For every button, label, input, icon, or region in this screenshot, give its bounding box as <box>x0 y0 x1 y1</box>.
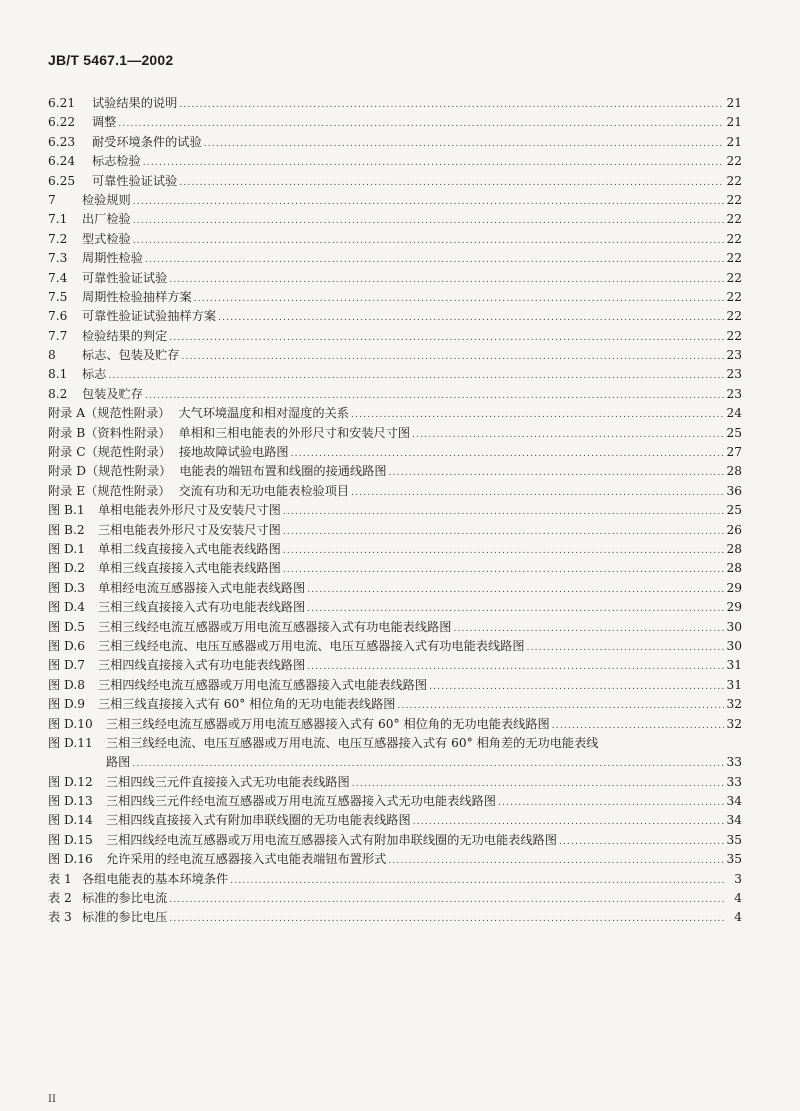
toc-dot-leader <box>230 872 726 891</box>
toc-entry[interactable] <box>48 559 742 578</box>
toc-entry-page: 32 <box>726 697 742 712</box>
toc-dot-leader <box>133 193 725 212</box>
toc-entry-number: 图 D.13 <box>48 794 93 809</box>
toc-entry-page: 3 <box>734 871 742 886</box>
toc-entry[interactable] <box>48 482 742 501</box>
toc-entry[interactable] <box>48 501 742 520</box>
toc-entry-title: 出厂检验 <box>82 212 131 227</box>
toc-entry-page: 23 <box>726 348 742 363</box>
toc-entry-title: 试验结果的说明 <box>92 96 178 110</box>
toc-dot-leader <box>283 523 725 542</box>
toc-entry-page: 33 <box>726 755 742 770</box>
toc-entry[interactable] <box>48 831 742 850</box>
toc-entry-page: 34 <box>726 813 742 828</box>
toc-entry-number: 图 D.5 <box>48 619 86 634</box>
toc-entry-title: 路图 <box>106 755 131 770</box>
toc-entry-title: 三相三线经电流互感器或万用电流互感器接入式有功电能表线路图 <box>98 619 452 634</box>
toc-entry-number: 图 D.10 <box>48 716 93 731</box>
toc-dot-leader <box>283 542 725 561</box>
toc-dot-leader <box>118 115 724 134</box>
toc-entry[interactable] <box>48 908 742 927</box>
toc-entry-page: 30 <box>726 638 742 653</box>
toc-entry-title: 允许采用的经电流互感器接入式电能表端钮布置形式 <box>106 852 387 867</box>
toc-entry-page: 26 <box>726 522 742 537</box>
toc-dot-leader <box>108 367 724 386</box>
toc-entry-page: 24 <box>726 406 742 421</box>
toc-entry-title: 三相四线经电流互感器或万用电流互感器接入式电能表线路图 <box>98 677 428 692</box>
toc-entry-number: 表 1 <box>48 871 72 886</box>
toc-entry-number: 8.2 <box>48 386 68 401</box>
toc-entry-number: 图 B.1 <box>48 503 85 518</box>
toc-dot-leader <box>351 484 724 503</box>
toc-entry-number: 图 D.1 <box>48 541 86 556</box>
toc-entry[interactable] <box>48 443 742 462</box>
toc-entry-number: 表 2 <box>48 891 72 906</box>
toc-entry-number: 7.5 <box>48 289 68 304</box>
toc-entry-page: 31 <box>726 658 742 673</box>
toc-entry-number: 图 D.9 <box>48 697 86 712</box>
toc-entry-number: 图 D.14 <box>48 813 93 828</box>
toc-dot-leader <box>389 464 725 483</box>
toc-entry-page: 33 <box>726 774 742 789</box>
toc-dot-leader <box>498 794 724 813</box>
toc-entry-page: 23 <box>726 386 742 401</box>
toc-entry-title: 三相四线直接接入式有功电能表线路图 <box>98 658 306 673</box>
toc-entry[interactable] <box>48 462 742 481</box>
toc-entry-page: 35 <box>726 832 742 847</box>
toc-dot-leader <box>179 174 724 193</box>
toc-entry-number: 表 3 <box>48 910 72 925</box>
toc-entry-number: 图 D.6 <box>48 638 86 653</box>
toc-entry-number: 图 D.7 <box>48 658 86 673</box>
toc-dot-leader <box>143 154 725 173</box>
toc-entry-number: 附录 B（资料性附录） <box>48 425 171 440</box>
toc-entry-title: 检验规则 <box>82 192 131 207</box>
toc-entry[interactable] <box>48 695 742 714</box>
table-of-contents <box>48 94 742 928</box>
toc-entry-title: 三相四线三元件经电流互感器或万用电流互感器接入式无功电能表线路图 <box>106 794 496 809</box>
toc-dot-leader <box>412 426 724 445</box>
toc-entry[interactable] <box>48 889 742 908</box>
toc-entry-title: 单相二线直接接入式电能表线路图 <box>98 541 281 556</box>
toc-entry[interactable] <box>48 307 742 326</box>
toc-entry-number: 图 D.12 <box>48 774 93 789</box>
toc-entry-page: 23 <box>726 367 742 382</box>
toc-entry-page: 4 <box>734 910 742 925</box>
toc-entry-title: 周期性检验抽样方案 <box>82 289 192 304</box>
toc-entry-title: 单相三线直接接入式电能表线路图 <box>98 561 281 576</box>
toc-entry-number: 7.4 <box>48 270 68 285</box>
toc-entry-page: 28 <box>726 561 742 576</box>
toc-entry-page: 25 <box>726 503 742 518</box>
toc-dot-leader <box>429 678 724 697</box>
toc-entry[interactable] <box>48 598 742 617</box>
toc-entry[interactable] <box>48 618 742 637</box>
toc-entry[interactable] <box>48 249 742 268</box>
toc-entry-page: 22 <box>726 231 742 246</box>
toc-entry-title: 三相三线经电流、电压互感器或万用电流、电压互感器接入式有 60° 相角差的无功电能表线 <box>106 735 599 750</box>
toc-dot-leader <box>218 309 724 328</box>
toc-entry[interactable] <box>48 210 742 229</box>
toc-entry[interactable] <box>48 521 742 540</box>
toc-entry[interactable] <box>48 133 742 152</box>
toc-dot-leader <box>204 135 725 154</box>
toc-entry-number: 图 D.4 <box>48 600 86 615</box>
toc-entry-page: 21 <box>726 115 742 130</box>
toc-dot-leader <box>133 212 725 231</box>
toc-entry-page: 22 <box>726 173 742 188</box>
toc-entry[interactable] <box>48 288 742 307</box>
toc-entry-page: 21 <box>726 134 742 149</box>
toc-entry[interactable] <box>48 230 742 249</box>
toc-dot-leader <box>388 852 724 871</box>
toc-entry-continuation <box>48 753 742 772</box>
toc-entry-number: 附录 D（规范性附录） <box>48 464 172 479</box>
toc-entry[interactable] <box>48 676 742 695</box>
toc-entry-title: 三相四线直接接入式有附加串联线圈的无功电能表线路图 <box>106 813 411 828</box>
toc-entry-page: 22 <box>726 192 742 207</box>
toc-entry-title: 可靠性验证试验 <box>92 173 178 188</box>
toc-entry[interactable] <box>48 172 742 191</box>
toc-entry-title: 单相经电流互感器接入式电能表线路图 <box>98 580 306 595</box>
toc-entry-title: 三相三线经电流、电压互感器或万用电流、电压互感器接入式有功电能表线路图 <box>98 638 525 653</box>
toc-entry-title: 电能表的端钮布置和线圈的接通线路图 <box>179 464 387 479</box>
toc-entry-title: 标志检验 <box>92 154 141 169</box>
toc-entry-title: 耐受环境条件的试验 <box>92 134 202 149</box>
toc-entry[interactable] <box>48 424 742 443</box>
toc-entry[interactable] <box>48 327 742 346</box>
toc-entry-title: 周期性检验 <box>82 251 143 266</box>
toc-entry-page: 22 <box>726 212 742 227</box>
toc-entry-number: 8.1 <box>48 367 68 382</box>
toc-entry-page: 36 <box>726 483 742 498</box>
toc-entry[interactable] <box>48 152 742 171</box>
toc-entry[interactable] <box>48 870 742 889</box>
toc-entry[interactable] <box>48 404 742 423</box>
toc-dot-leader <box>182 348 725 367</box>
toc-entry-title: 交流有功和无功电能表检验项目 <box>178 483 350 498</box>
toc-entry-title: 单相电能表外形尺寸及安装尺寸图 <box>98 503 281 518</box>
toc-entry[interactable] <box>48 773 742 792</box>
toc-dot-leader <box>307 581 724 600</box>
toc-entry-number: 图 B.2 <box>48 522 85 537</box>
toc-entry-page: 28 <box>726 464 742 479</box>
toc-entry[interactable] <box>48 734 742 753</box>
toc-entry[interactable] <box>48 365 742 384</box>
toc-entry-title: 标准的参比电流 <box>82 891 168 906</box>
toc-dot-leader <box>133 232 725 251</box>
toc-entry-number: 6.21 <box>48 96 76 110</box>
toc-entry-page: 22 <box>726 328 742 343</box>
toc-entry-page: 25 <box>726 425 742 440</box>
toc-entry-number: 图 D.3 <box>48 580 86 595</box>
toc-entry[interactable] <box>48 850 742 869</box>
toc-entry-number: 图 D.2 <box>48 561 86 576</box>
toc-dot-leader <box>169 329 724 348</box>
toc-entry-number: 6.25 <box>48 173 76 188</box>
toc-entry-number: 6.23 <box>48 134 76 149</box>
toc-entry-title: 各组电能表的基本环境条件 <box>82 871 229 886</box>
toc-entry-number: 7.6 <box>48 309 68 324</box>
toc-entry-title: 三相四线三元件直接接入式无功电能表线路图 <box>106 774 350 789</box>
toc-entry-number: 6.22 <box>48 115 76 130</box>
toc-entry-page: 31 <box>726 677 742 692</box>
toc-entry-page: 27 <box>726 445 742 460</box>
page-number: II <box>48 1094 56 1105</box>
toc-entry-title: 三相三线经电流互感器或万用电流互感器接入式有 60° 相位角的无功电能表线路图 <box>106 716 550 731</box>
toc-entry[interactable] <box>48 656 742 675</box>
toc-entry-number: 8 <box>48 348 56 363</box>
toc-dot-leader <box>145 251 725 270</box>
toc-entry-title: 三相电能表外形尺寸及安装尺寸图 <box>98 522 281 537</box>
toc-entry-number: 附录 E（规范性附录） <box>48 483 171 498</box>
toc-entry[interactable] <box>48 811 742 830</box>
toc-dot-leader <box>283 561 725 580</box>
toc-entry[interactable] <box>48 579 742 598</box>
toc-entry-page: 28 <box>726 541 742 556</box>
toc-entry-number: 7.1 <box>48 212 68 227</box>
toc-entry-page: 21 <box>726 96 742 110</box>
toc-dot-leader <box>169 910 726 929</box>
toc-entry-title: 三相四线经电流互感器或万用电流互感器接入式有附加串联线圈的无功电能表线路图 <box>106 832 557 847</box>
toc-dot-leader <box>169 891 726 910</box>
toc-dot-leader <box>194 290 725 309</box>
toc-entry-page: 29 <box>726 600 742 615</box>
toc-entry-page: 4 <box>734 891 742 906</box>
toc-entry-title: 大气环境温度和相对湿度的关系 <box>178 406 349 421</box>
toc-entry-title: 标志 <box>82 367 107 382</box>
toc-entry[interactable] <box>48 346 742 365</box>
toc-entry[interactable] <box>48 540 742 559</box>
toc-entry[interactable] <box>48 113 742 132</box>
toc-entry-number: 7.2 <box>48 231 68 246</box>
toc-entry[interactable] <box>48 637 742 656</box>
toc-entry-page: 32 <box>726 716 742 731</box>
toc-dot-leader <box>527 639 725 658</box>
toc-entry-page: 30 <box>726 619 742 634</box>
toc-entry-title: 可靠性验证试验 <box>82 270 168 285</box>
toc-entry-title: 三相三线直接接入式有功电能表线路图 <box>98 600 306 615</box>
toc-entry-page: 22 <box>726 270 742 285</box>
toc-entry-title: 调整 <box>92 115 117 130</box>
toc-entry[interactable] <box>48 385 742 404</box>
toc-entry-page: 34 <box>726 794 742 809</box>
toc-entry-page: 29 <box>726 580 742 595</box>
toc-entry-page: 22 <box>726 251 742 266</box>
toc-entry-number: 附录 C（规范性附录） <box>48 445 171 460</box>
document-id-header: JB/T 5467.1—2002 <box>48 52 174 68</box>
toc-entry-number: 6.24 <box>48 154 76 169</box>
toc-entry-number: 图 D.16 <box>48 852 93 867</box>
toc-entry[interactable] <box>48 792 742 811</box>
toc-entry[interactable] <box>48 715 742 734</box>
toc-entry-page: 22 <box>726 154 742 169</box>
toc-entry-number: 7.3 <box>48 251 68 266</box>
toc-entry-title: 包装及贮存 <box>82 386 143 401</box>
toc-entry-page: 35 <box>726 852 742 867</box>
toc-entry-page: 22 <box>726 309 742 324</box>
toc-entry[interactable] <box>48 94 742 113</box>
toc-entry-number: 图 D.11 <box>48 735 93 750</box>
toc-entry-page: 22 <box>726 289 742 304</box>
toc-entry-title: 标志、包装及贮存 <box>82 348 180 363</box>
toc-entry-title: 接地故障试验电路图 <box>178 445 289 460</box>
toc-entry-title: 标准的参比电压 <box>82 910 168 925</box>
toc-entry-number: 7 <box>48 192 56 207</box>
toc-entry[interactable] <box>48 191 742 210</box>
toc-entry-number: 7.7 <box>48 328 68 343</box>
toc-entry-title: 检验结果的判定 <box>82 328 168 343</box>
toc-dot-leader <box>283 503 725 522</box>
toc-dot-leader <box>169 271 724 290</box>
toc-entry[interactable] <box>48 269 742 288</box>
toc-entry-title: 单相和三相电能表的外形尺寸和安装尺寸图 <box>178 425 411 440</box>
toc-entry-title: 可靠性验证试验抽样方案 <box>82 309 217 324</box>
toc-entry-number: 图 D.15 <box>48 832 93 847</box>
toc-entry-title: 型式检验 <box>82 231 131 246</box>
toc-entry-number: 附录 A（规范性附录） <box>48 406 171 421</box>
toc-dot-leader <box>179 96 724 115</box>
toc-dot-leader <box>559 833 725 852</box>
toc-entry-title: 三相三线直接接入式有 60° 相位角的无功电能表线路图 <box>98 697 396 712</box>
toc-entry-number: 图 D.8 <box>48 677 86 692</box>
